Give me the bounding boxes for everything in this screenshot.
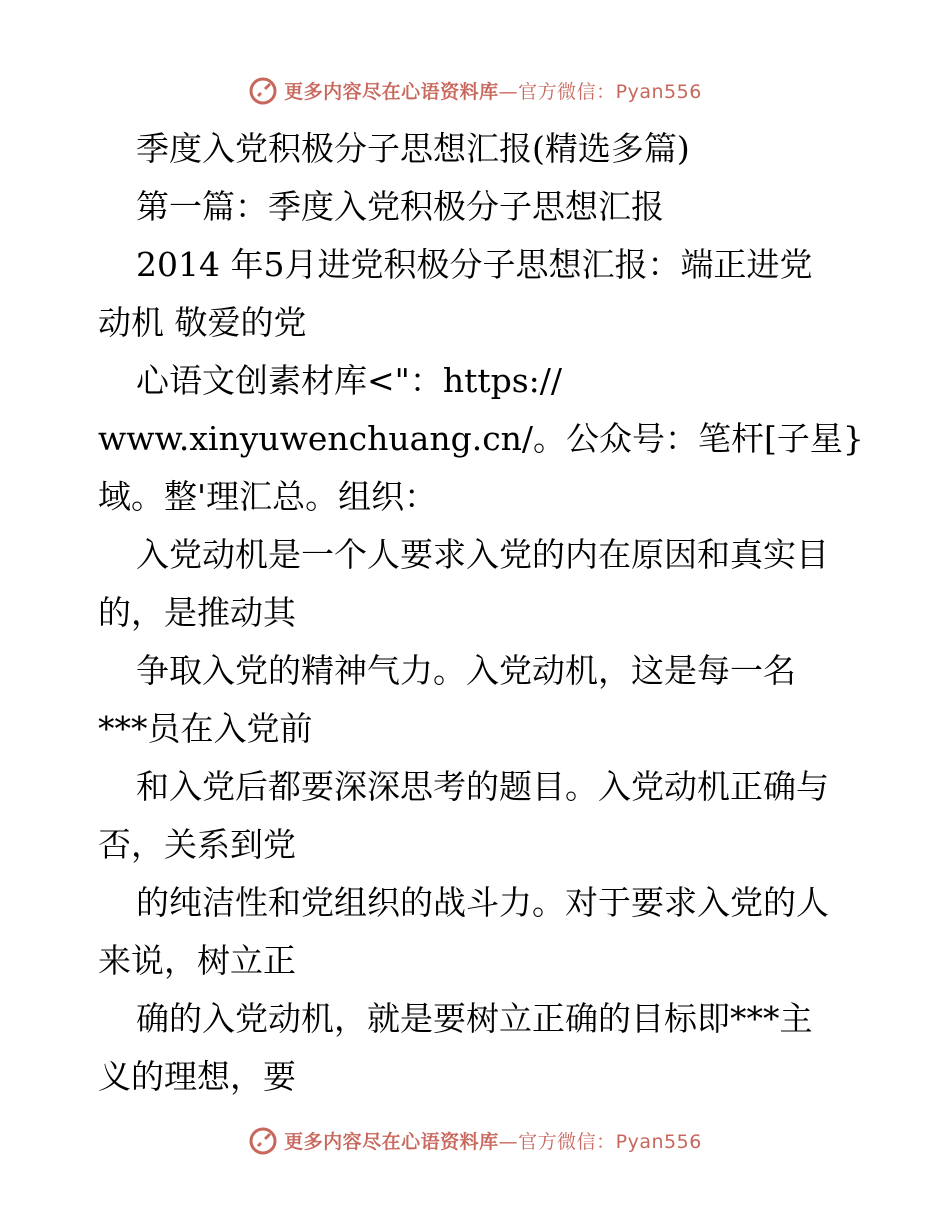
paragraph-line: 来说，树立正 <box>98 941 296 980</box>
paragraph-line: 否，关系到党 <box>98 825 296 864</box>
doc-title: 季度入党积极分子思想汇报(精选多篇) <box>136 129 690 168</box>
banner-wechat: 官方微信：Pyan556 <box>518 1130 702 1153</box>
header-banner <box>0 70 950 110</box>
footer-banner <box>0 1120 950 1160</box>
section-heading: 第一篇：季度入党积极分子思想汇报 <box>136 187 664 226</box>
banner-separator: — <box>498 80 519 103</box>
banner-text: 更多内容尽在心语资料库 <box>284 80 499 103</box>
paragraph-line: 心语文创素材库<"：https:// <box>136 361 563 400</box>
paragraph-line: 的纯洁性和党组织的战斗力。对于要求入党的人 <box>136 883 829 922</box>
paragraph-line: 域。整'理汇总。组织： <box>98 477 438 516</box>
paragraph-line: www.xinyuwenchuang.cn/。公众号：笔杆[子星} <box>98 419 864 458</box>
paragraph-line: 2014 年5月进党积极分子思想汇报：端正进党 <box>136 245 813 284</box>
paragraph-line: 确的入党动机，就是要树立正确的目标即***主 <box>136 999 813 1038</box>
paragraph-line: 和入党后都要深深思考的题目。入党动机正确与 <box>136 767 829 806</box>
banner-text: 更多内容尽在心语资料库 <box>284 1130 499 1153</box>
document-body <box>98 120 864 1106</box>
paragraph-line: 争取入党的精神气力。入党动机，这是每一名 <box>136 651 796 690</box>
brand-logo-icon <box>248 75 278 105</box>
paragraph-line: ***员在入党前 <box>98 709 313 748</box>
paragraph-line: 动机 敬爱的党 <box>98 303 307 342</box>
paragraph-line: 义的理想，要 <box>98 1057 296 1096</box>
banner-separator: — <box>498 1130 519 1153</box>
brand-logo-icon <box>248 1125 278 1155</box>
paragraph-line: 入党动机是一个人要求入党的内在原因和真实目 <box>136 535 829 574</box>
paragraph-line: 的，是推动其 <box>98 593 296 632</box>
banner-wechat: 官方微信：Pyan556 <box>518 80 702 103</box>
